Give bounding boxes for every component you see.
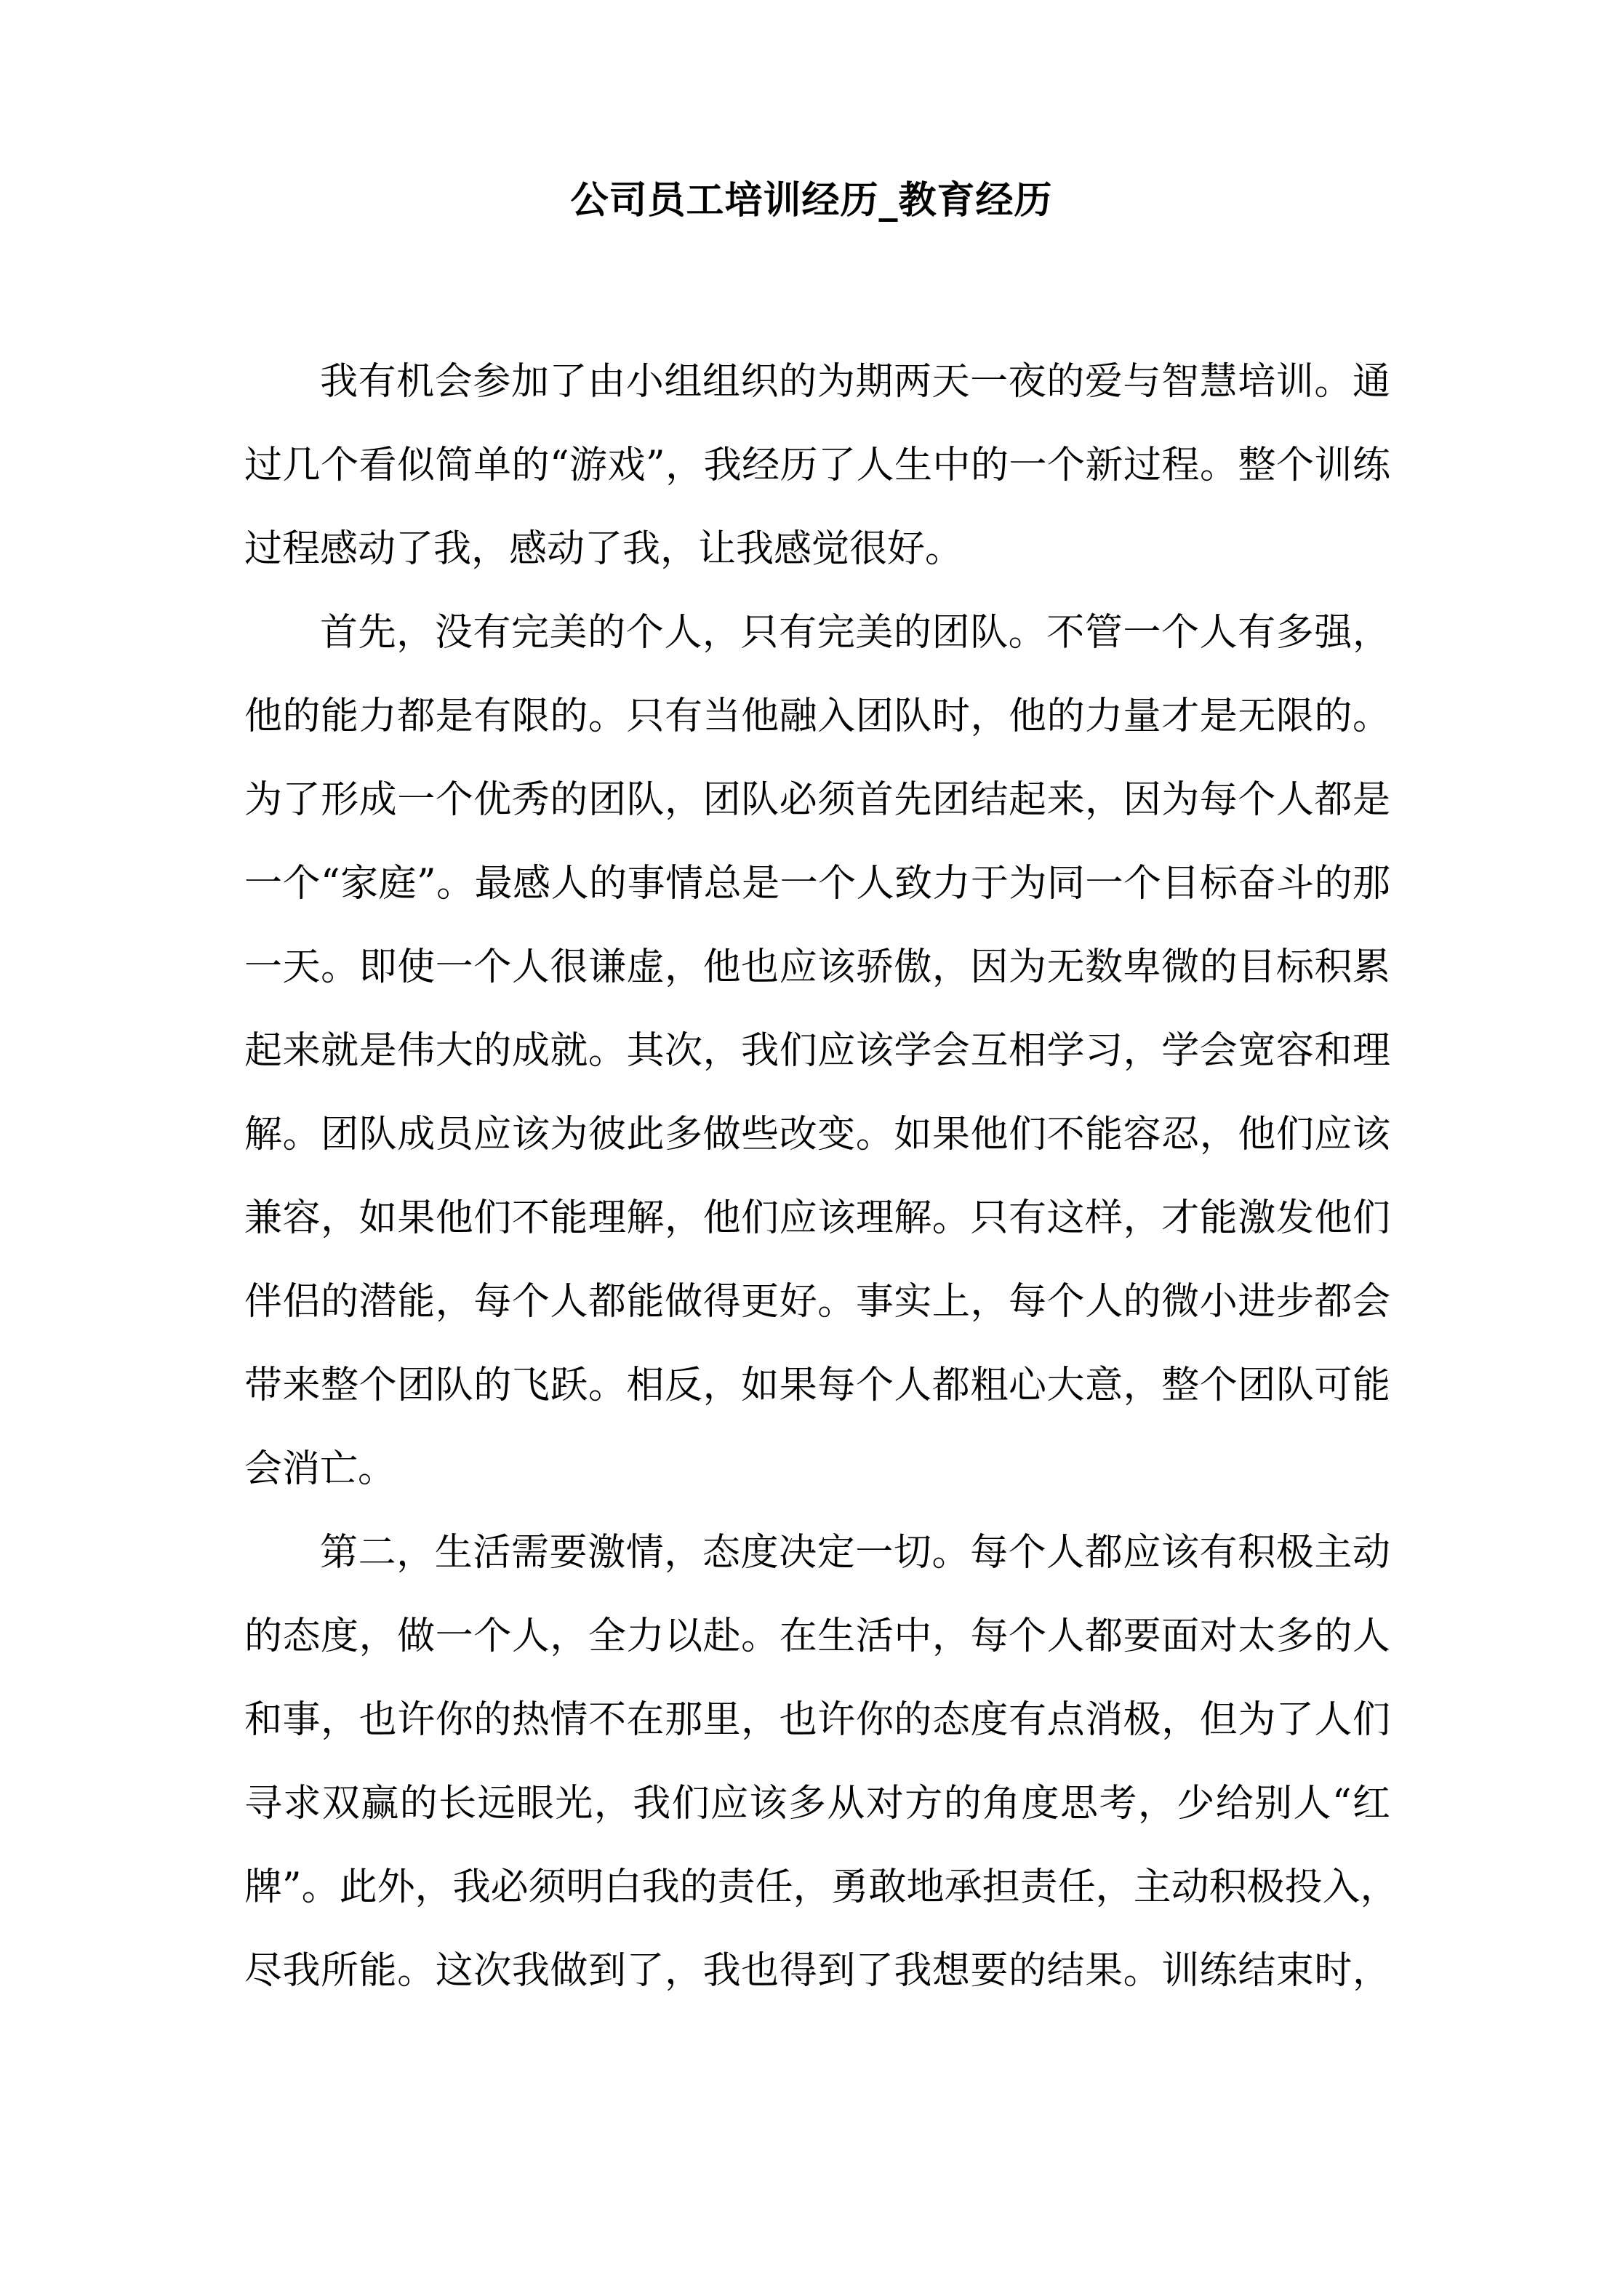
paragraph-2: [244, 591, 1390, 1511]
document-body: [244, 340, 1398, 2013]
text-line: 我有机会参加了由小组组织的为期两天一夜的爱与智慧培训。通: [320, 360, 1390, 404]
text-line: 过几个看似简单的“游戏”，我经历了人生中的一个新过程。整个训练: [244, 444, 1390, 487]
document-title: 公司员工培训经历_教育经历: [570, 179, 1053, 223]
text-line: 带来整个团队的飞跃。相反，如果每个人都粗心大意，整个团队可能: [244, 1364, 1390, 1407]
text-line: 起来就是伟大的成就。其次，我们应该学会互相学习，学会宽容和理: [244, 1029, 1390, 1073]
text-line: 牌”。此外，我必须明白我的责任，勇敢地承担责任，主动积极投入，: [244, 1865, 1398, 1909]
text-line: 一个“家庭”。最感人的事情总是一个人致力于为同一个目标奋斗的那: [244, 862, 1390, 905]
text-line: 寻求双赢的长远眼光，我们应该多从对方的角度思考，少给别人“红: [244, 1782, 1390, 1825]
text-line: 他的能力都是有限的。只有当他融入团队时，他的力量才是无限的。: [244, 695, 1390, 738]
text-line: 兼容，如果他们不能理解，他们应该理解。只有这样，才能激发他们: [244, 1196, 1390, 1240]
text-line: 和事，也许你的热情不在那里，也许你的态度有点消极，但为了人们: [244, 1698, 1390, 1742]
text-line: 首先，没有完美的个人，只有完美的团队。不管一个人有多强，: [320, 611, 1390, 655]
text-line: 尽我所能。这次我做到了，我也得到了我想要的结果。训练结束时，: [244, 1949, 1390, 1993]
text-line: 为了形成一个优秀的团队，团队必须首先团结起来，因为每个人都是: [244, 778, 1390, 822]
paragraph-3: [244, 1511, 1398, 2013]
text-line: 一天。即使一个人很谦虚，他也应该骄傲，因为无数卑微的目标积累: [244, 945, 1390, 989]
paragraph-1: [244, 340, 1390, 591]
text-line: 解。团队成员应该为彼此多做些改变。如果他们不能容忍，他们应该: [244, 1113, 1390, 1156]
text-line: 的态度，做一个人，全力以赴。在生活中，每个人都要面对太多的人: [244, 1615, 1390, 1658]
text-line: 过程感动了我，感动了我，让我感觉很好。: [244, 527, 963, 571]
text-line: 会消亡。: [244, 1447, 396, 1491]
text-line: 伴侣的潜能，每个人都能做得更好。事实上，每个人的微小进步都会: [244, 1280, 1390, 1324]
text-line: 第二，生活需要激情，态度决定一切。每个人都应该有积极主动: [320, 1531, 1390, 1575]
